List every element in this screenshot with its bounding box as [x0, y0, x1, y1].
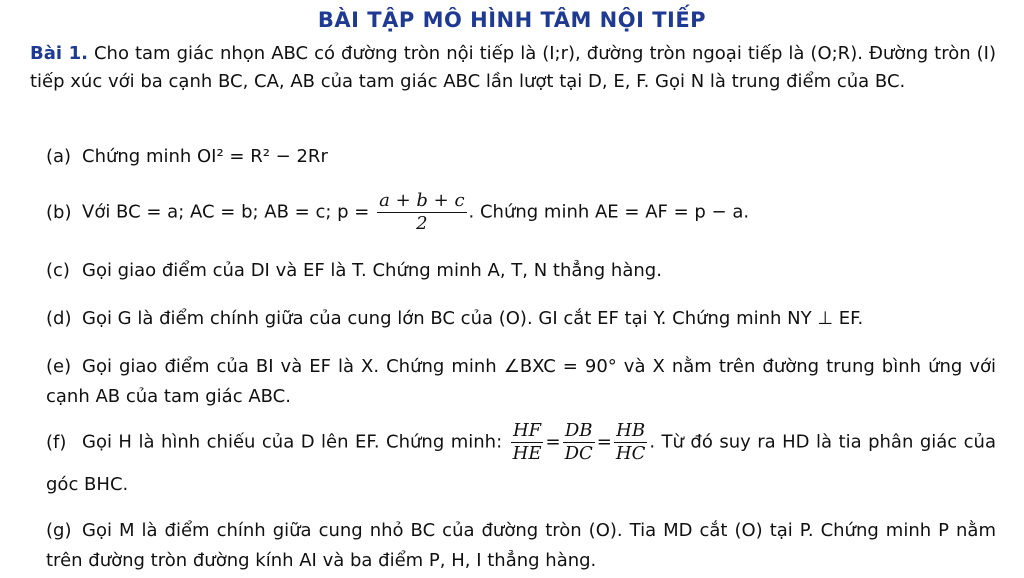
fraction-hf-he	[511, 420, 544, 465]
fraction-denominator: HC	[615, 443, 646, 464]
problem-label: Bài 1.	[30, 43, 88, 64]
question-a	[46, 142, 996, 172]
question-label: (f)	[46, 431, 67, 453]
page-title: BÀI TẬP MÔ HÌNH TÂM NỘI TIẾP	[317, 8, 707, 32]
question-text-after: . Chứng minh AE = AF = p − a.	[468, 201, 750, 223]
fraction-numerator: DB	[563, 420, 595, 443]
question-label: (b)	[46, 201, 72, 223]
question-label: (g)	[46, 520, 72, 541]
fraction-p	[377, 190, 466, 235]
question-label: (a)	[46, 146, 72, 167]
fraction-numerator: HF	[511, 420, 544, 443]
fraction-numerator: a + b + c	[379, 190, 465, 211]
question-label: (d)	[46, 308, 72, 329]
question-text: Gọi giao điểm của BI và EF là X. Chứng minh ∠BXC = 90° và X nằm trên đường trung bình ứng với cạnh AB của tam giác ABC.	[46, 356, 996, 407]
question-d	[46, 304, 996, 334]
fraction-denominator: HE	[512, 443, 542, 464]
question-text-before: Gọi H là hình chiếu của D lên EF. Chứng minh:	[82, 431, 503, 453]
question-label: (c)	[46, 260, 70, 281]
question-c	[46, 256, 996, 286]
question-text: Gọi giao điểm của DI và EF là T. Chứng minh A, T, N thẳng hàng.	[82, 260, 662, 281]
question-text: Gọi M là điểm chính giữa cung nhỏ BC của đường tròn (O). Tia MD cắt (O) tại P. Chứng minh P nằm trên đường tròn đường kính AI và ba điểm P, H, I thẳng hàng.	[46, 520, 996, 571]
fraction-denominator: 2	[416, 213, 428, 234]
fraction-denominator: DC	[564, 443, 593, 464]
problem-text: Cho tam giác nhọn ABC có đường tròn nội tiếp là (I;r), đường tròn ngoại tiếp là (O;R). Đường tròn (I) tiếp xúc với ba cạnh BC, CA, AB của tam giác ABC lần lượt tại D, E, F. Gọi N là trung điểm của BC.	[30, 43, 996, 92]
question-e	[46, 352, 996, 412]
question-g	[46, 516, 996, 576]
question-text-before: Với BC = a; AC = b; AB = c; p =	[82, 201, 370, 223]
problem-statement	[30, 40, 996, 96]
question-b	[46, 190, 996, 235]
question-text: Gọi G là điểm chính giữa của cung lớn BC của (O). GI cắt EF tại Y. Chứng minh NY ⊥ EF.	[82, 308, 864, 329]
question-text-after: . Từ đó suy ra HD là tia phân giác của góc BHC.	[46, 431, 996, 495]
fraction-numerator: HB	[614, 420, 647, 443]
question-label: (e)	[46, 356, 72, 377]
question-f: (f) Gọi H là hình chiếu của D lên EF. Chứng minh: $\frac{HF}{HE}$ = $\frac{DB}{DC}$ = $\frac{HB}{HC}$ . Từ đó suy ra HD là tia phân giác của góc BHC.	[46, 420, 996, 495]
fraction-db-dc	[563, 420, 595, 465]
fraction-hb-hc	[614, 420, 647, 465]
question-text: Chứng minh OI² = R² − 2Rr	[82, 146, 328, 167]
